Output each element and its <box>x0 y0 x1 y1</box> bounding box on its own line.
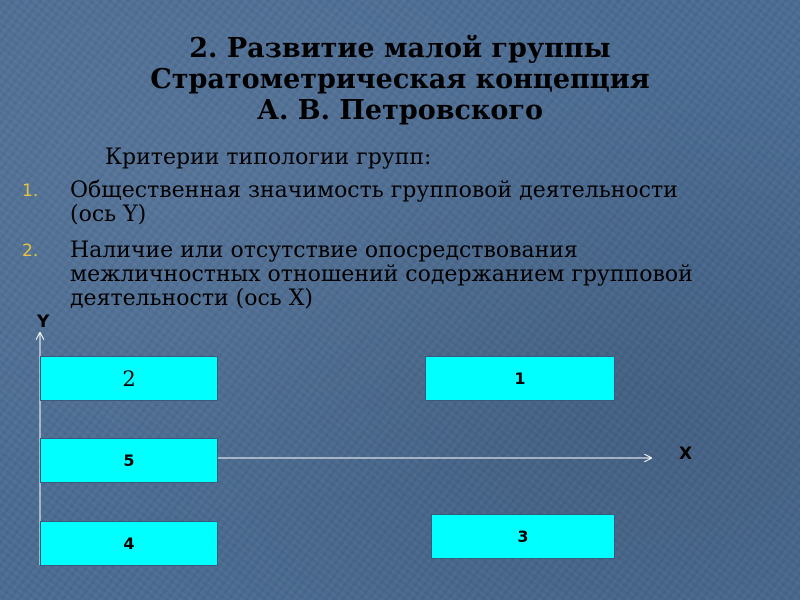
title-line-3: А. В. Петровского <box>257 95 543 126</box>
group-box-1: 1 <box>425 356 615 401</box>
group-box-2: 2 <box>40 356 218 401</box>
criteria-number-2: 2. <box>22 241 39 261</box>
criteria-text-1: Общественная значимость групповой деятельности (ось Y) <box>70 178 678 227</box>
title-line-2: Стратометрическая концепция <box>150 64 650 95</box>
group-box-3: 3 <box>431 514 615 559</box>
criteria-text-2: Наличие или отсутствие опосредствования межличностных отношений содержанием групповой деятельности (ось X) <box>70 238 693 311</box>
y-axis-label: Y <box>37 312 50 332</box>
criteria-heading: Критерии типологии групп: <box>105 145 432 170</box>
criteria-number-1: 1. <box>22 181 39 201</box>
group-box-4: 4 <box>40 521 218 566</box>
title-line-1: 2. Развитие малой группы <box>189 33 611 64</box>
x-axis-label: X <box>679 444 693 464</box>
group-box-5: 5 <box>40 438 218 483</box>
